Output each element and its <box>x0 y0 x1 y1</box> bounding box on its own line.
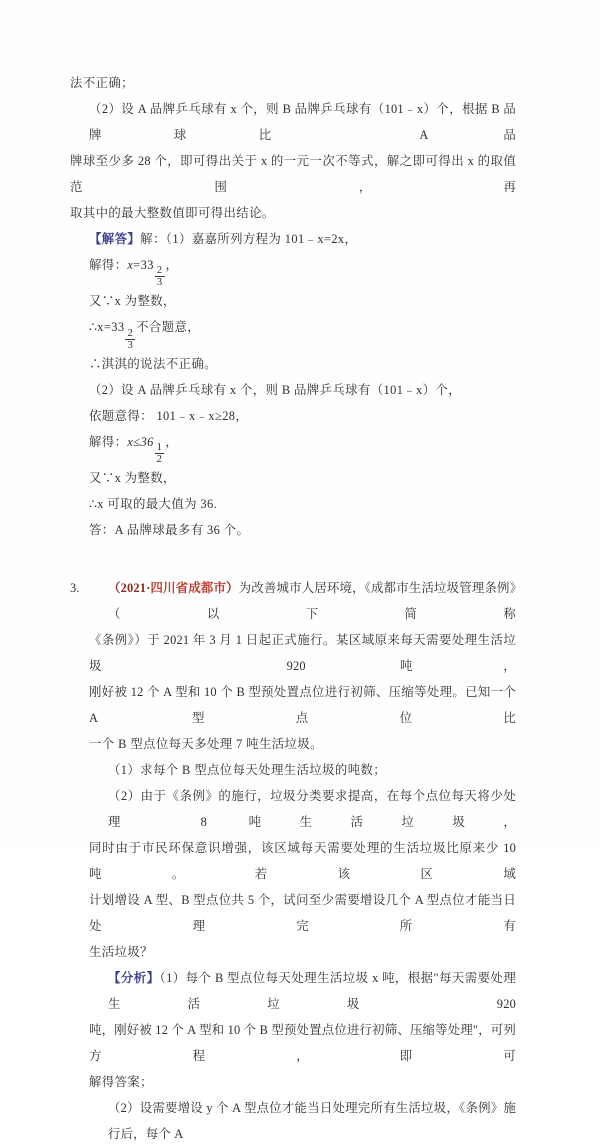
fraction-denominator: 2 <box>156 454 163 466</box>
solve-prefix-2: 解得： <box>89 434 128 449</box>
answer-line-7: 依题意得： 101﹣x﹣x≥28， <box>89 408 249 423</box>
answer-line-4 <box>70 314 516 350</box>
analysis-part2-line-2: 牌球至少多 28 个，即可得出关于 x 的一元一次不等式，解之即可得出 x 的取值范围，再 <box>70 154 516 194</box>
fraction-numerator: 1 <box>156 442 163 454</box>
line-2-suffix: ， <box>165 258 179 272</box>
line-4-suffix: 不合题意， <box>136 320 201 335</box>
answer-line-10: ∴x 可取的最大值为 36. <box>89 497 218 512</box>
problem3-analysis-text-1: （1）每个 B 型点位每天处理生活垃圾 x 吨，根据"每天需要处理生活垃圾 920 <box>108 971 516 1012</box>
section-gap <box>70 543 516 575</box>
analysis-part2-line-1: （2）设 A 品牌乒乓球有 x 个，则 B 品牌乒乓球有（101﹣x）个，根据 B 品牌球比 A 品 <box>89 102 516 142</box>
source-separator: · <box>146 581 151 596</box>
analysis-part2-line-3: 取其中的最大整数值即可得出结论。 <box>70 206 275 220</box>
answer-line-8 <box>70 429 516 465</box>
answer-tag: 【解答】 <box>89 232 141 246</box>
inequality-expression: x≤36 <box>127 434 154 449</box>
continuation-line: 法不正确； <box>70 76 134 90</box>
problem3-stem-line-2: 《条例》）于 2021 年 3 月 1 日起正式施行。某区域原来每天需要处理生活垃圾 920 吨， <box>89 633 516 674</box>
problem3-question-2-line-3: 计划增设 A 型、B 型点位共 5 个，试问至少需要增设几个 A 型点位才能当日处理完所有 <box>89 893 516 934</box>
analysis-tag: 【分析】 <box>108 971 160 986</box>
answer-line-1-text: 解：（1）嘉嘉所列方程为 101﹣x=2x， <box>140 232 358 246</box>
problem3-stem-line-1 <box>89 575 516 627</box>
problem3-analysis-line-3: 解得答案； <box>89 1075 153 1090</box>
fraction-two-thirds <box>155 265 165 288</box>
answer-line-5: ∴淇淇的说法不正确。 <box>89 356 217 371</box>
line-4-prefix: ∴x=33 <box>89 320 125 335</box>
equals-value: =33 <box>133 258 154 272</box>
answer-heading-line <box>70 226 516 252</box>
problem3-stem-text-1: 为改善城市人居环境，《成都市生活垃圾管理条例》（以下简称 <box>108 581 517 622</box>
variable-x: x <box>127 258 134 272</box>
problem3-analysis-line-4: （2）设需要增设 y 个 A 型点位才能当日处理完所有生活垃圾，《条例》施行后，每个 A <box>108 1101 516 1142</box>
source-year: 2021 <box>120 581 147 596</box>
answer-line-9: 又∵x 为整数， <box>89 471 176 486</box>
problem3-question-2-line-2: 同时由于市民环保意识增强，该区域每天需要处理的生活垃圾比原来少 10 吨。若该区域 <box>89 841 516 882</box>
problem3-stem-line-4: 一个 B 型点位每天多处理 7 吨生活垃圾。 <box>89 737 323 752</box>
problem3-question-2-line-1: （2）由于《条例》的施行，垃圾分类要求提高，在每个点位每天将少处理 8 吨生活垃圾， <box>108 789 516 830</box>
problem3-number: 3. <box>70 581 80 596</box>
problem3-question-2-line-4: 生活垃圾？ <box>89 945 153 960</box>
problem3-question-1: （1）求每个 B 型点位每天处理生活垃圾的吨数； <box>108 763 387 778</box>
answer-line-11: 答：A 品牌球最多有 36 个。 <box>89 523 250 538</box>
fraction-two-thirds-2 <box>125 328 135 351</box>
solve-prefix: 解得： <box>89 258 128 272</box>
fraction-denominator: 3 <box>127 339 134 351</box>
source-paren-open: （ <box>108 581 121 596</box>
answer-line-2 <box>70 252 516 288</box>
fraction-numerator: 2 <box>156 265 163 277</box>
problem3-stem-line-3: 刚好被 12 个 A 型和 10 个 B 型预处置点位进行初筛、压缩等处理。已知一个 A 型点位比 <box>89 685 516 726</box>
source-place: 四川省成都市 <box>150 581 227 596</box>
problem2-solution-block <box>70 70 516 543</box>
answer-line-3: 又∵x 为整数， <box>89 294 176 309</box>
problem3-analysis-line-1 <box>89 965 516 1017</box>
source-paren-close: ） <box>226 581 239 596</box>
answer-line-6: （2）设 A 品牌乒乓球有 x 个，则 B 品牌乒乓球有（101﹣x）个， <box>89 382 462 397</box>
line-8-suffix: ， <box>165 434 179 449</box>
fraction-numerator: 2 <box>127 327 134 339</box>
fraction-one-half <box>155 442 165 465</box>
problem3-block <box>70 575 516 1147</box>
fraction-denominator: 3 <box>156 277 163 289</box>
problem3-analysis-line-2: 吨，刚好被 12 个 A 型和 10 个 B 型预处置点位进行初筛、压缩等处理"，可列方程，即可 <box>89 1023 516 1064</box>
